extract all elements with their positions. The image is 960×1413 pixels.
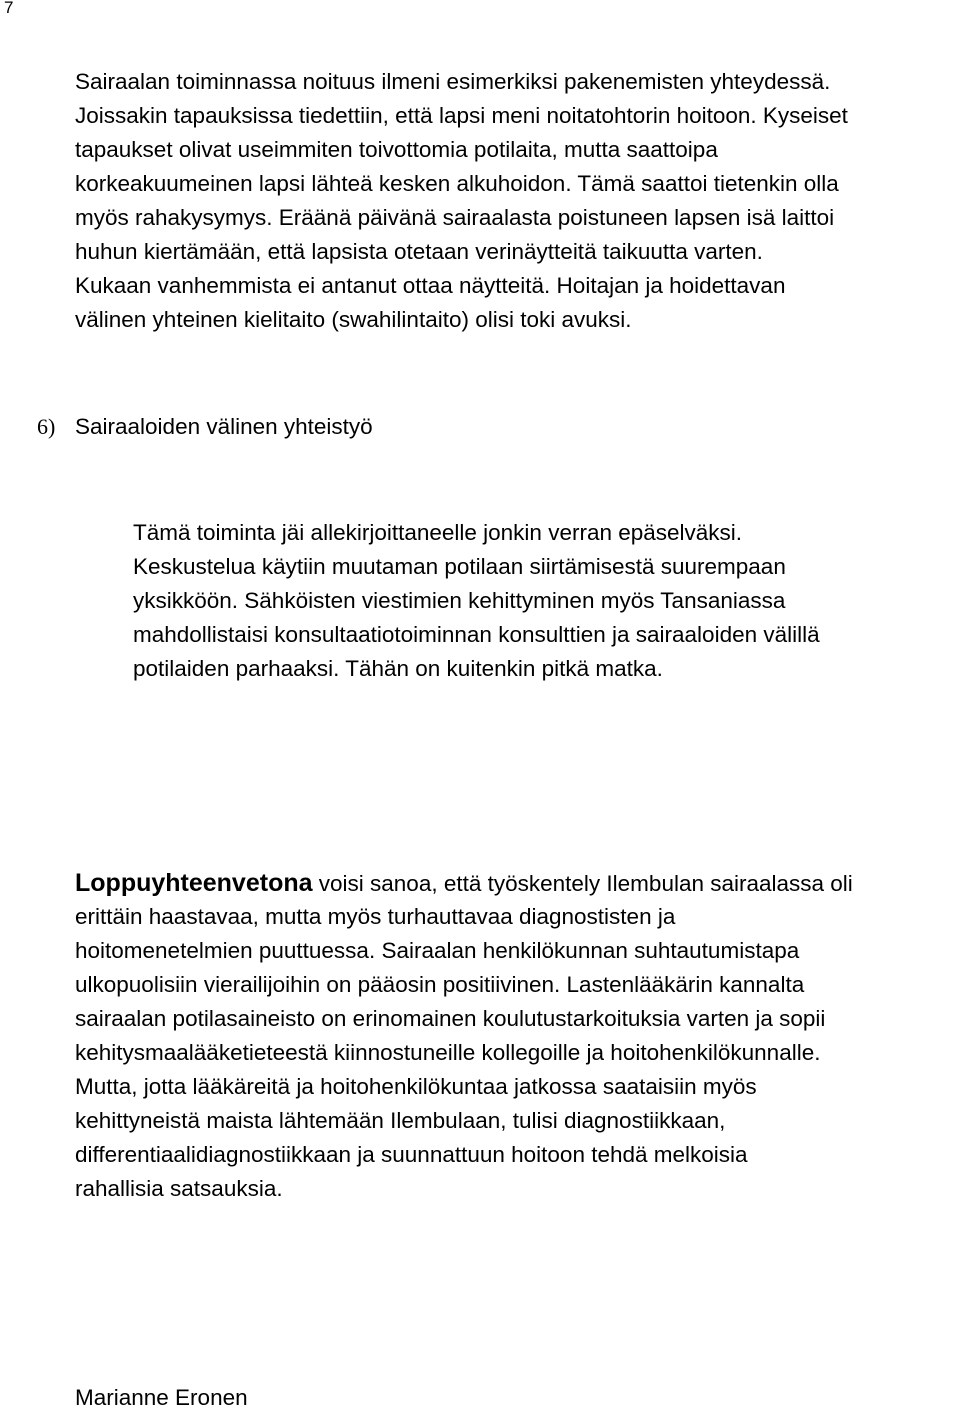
text-line: sairaalan potilasaineisto on erinomainen koulutustarkoituksia varten ja sopii	[75, 1006, 826, 1031]
author-name: Marianne Eronen	[75, 1385, 248, 1410]
text-line: Kukaan vanhemmista ei antanut ottaa näytteitä. Hoitajan ja hoidettavan	[75, 273, 786, 298]
text-line: ulkopuolisiin vierailijoihin on pääosin positiivinen. Lastenlääkärin kannalta	[75, 972, 805, 997]
text-line: tapaukset olivat useimmiten toivottomia potilaita, mutta saattoipa	[75, 137, 718, 162]
text-line: Joissakin tapauksissa tiedettiin, että lapsi meni noitatohtorin hoitoon. Kyseiset	[75, 103, 848, 128]
text-line: Keskustelua käytiin muutaman potilaan siirtämisestä suurempaan	[133, 554, 786, 579]
page-number: 7	[4, 0, 14, 17]
text-line: potilaiden parhaaksi. Tähän on kuitenkin pitkä matka.	[133, 656, 663, 681]
text-line: differentiaalidiagnostiikkaan ja suunnattuun hoitoon tehdä melkoisia	[75, 1142, 748, 1167]
text-line: yksikköön. Sähköisten viestimien kehittyminen myös Tansaniassa	[133, 588, 786, 613]
text-line: hoitomenetelmien puuttuessa. Sairaalan henkilökunnan suhtautumistapa	[75, 938, 800, 963]
conclusion-heading: Loppuyhteenvetona	[75, 869, 313, 897]
text-line: myös rahakysymys. Eräänä päivänä sairaalasta poistuneen lapsen isä laittoi	[75, 205, 835, 230]
text-line: erittäin haastavaa, mutta myös turhauttavaa diagnostisten ja	[75, 904, 676, 929]
text-line: rahallisia satsauksia.	[75, 1176, 283, 1201]
text-line: huhun kiertämään, että lapsista otetaan verinäytteitä taikuutta varten.	[75, 239, 763, 264]
text-line: mahdollistaisi konsultaatiotoiminnan konsulttien ja sairaaloiden välillä	[133, 622, 820, 647]
text-line: korkeakuumeinen lapsi lähteä kesken alkuhoidon. Tämä saattoi tietenkin olla	[75, 171, 839, 196]
text-line: Sairaalan toiminnassa noituus ilmeni esimerkiksi pakenemisten yhteydessä.	[75, 69, 831, 94]
text-line: välinen yhteinen kielitaito (swahilintaito) olisi toki avuksi.	[75, 307, 632, 332]
section-title: Sairaaloiden välinen yhteistyö	[75, 414, 373, 439]
text-line: Tämä toiminta jäi allekirjoittaneelle jonkin verran epäselväksi.	[133, 520, 743, 545]
text-line	[75, 866, 853, 901]
text-line: kehittyneistä maista lähtemään Ilembulaan, tulisi diagnostiikkaan,	[75, 1108, 726, 1133]
section-number: 6)	[37, 414, 56, 439]
text-fragment: voisi sanoa, että työskentely Ilembulan sairaalassa oli	[312, 871, 853, 896]
text-line: Mutta, jotta lääkäreitä ja hoitohenkilökuntaa jatkossa saataisiin myös	[75, 1074, 757, 1099]
text-line: kehitysmaalääketieteestä kiinnostuneille kollegoille ja hoitohenkilökunnalle.	[75, 1040, 821, 1065]
